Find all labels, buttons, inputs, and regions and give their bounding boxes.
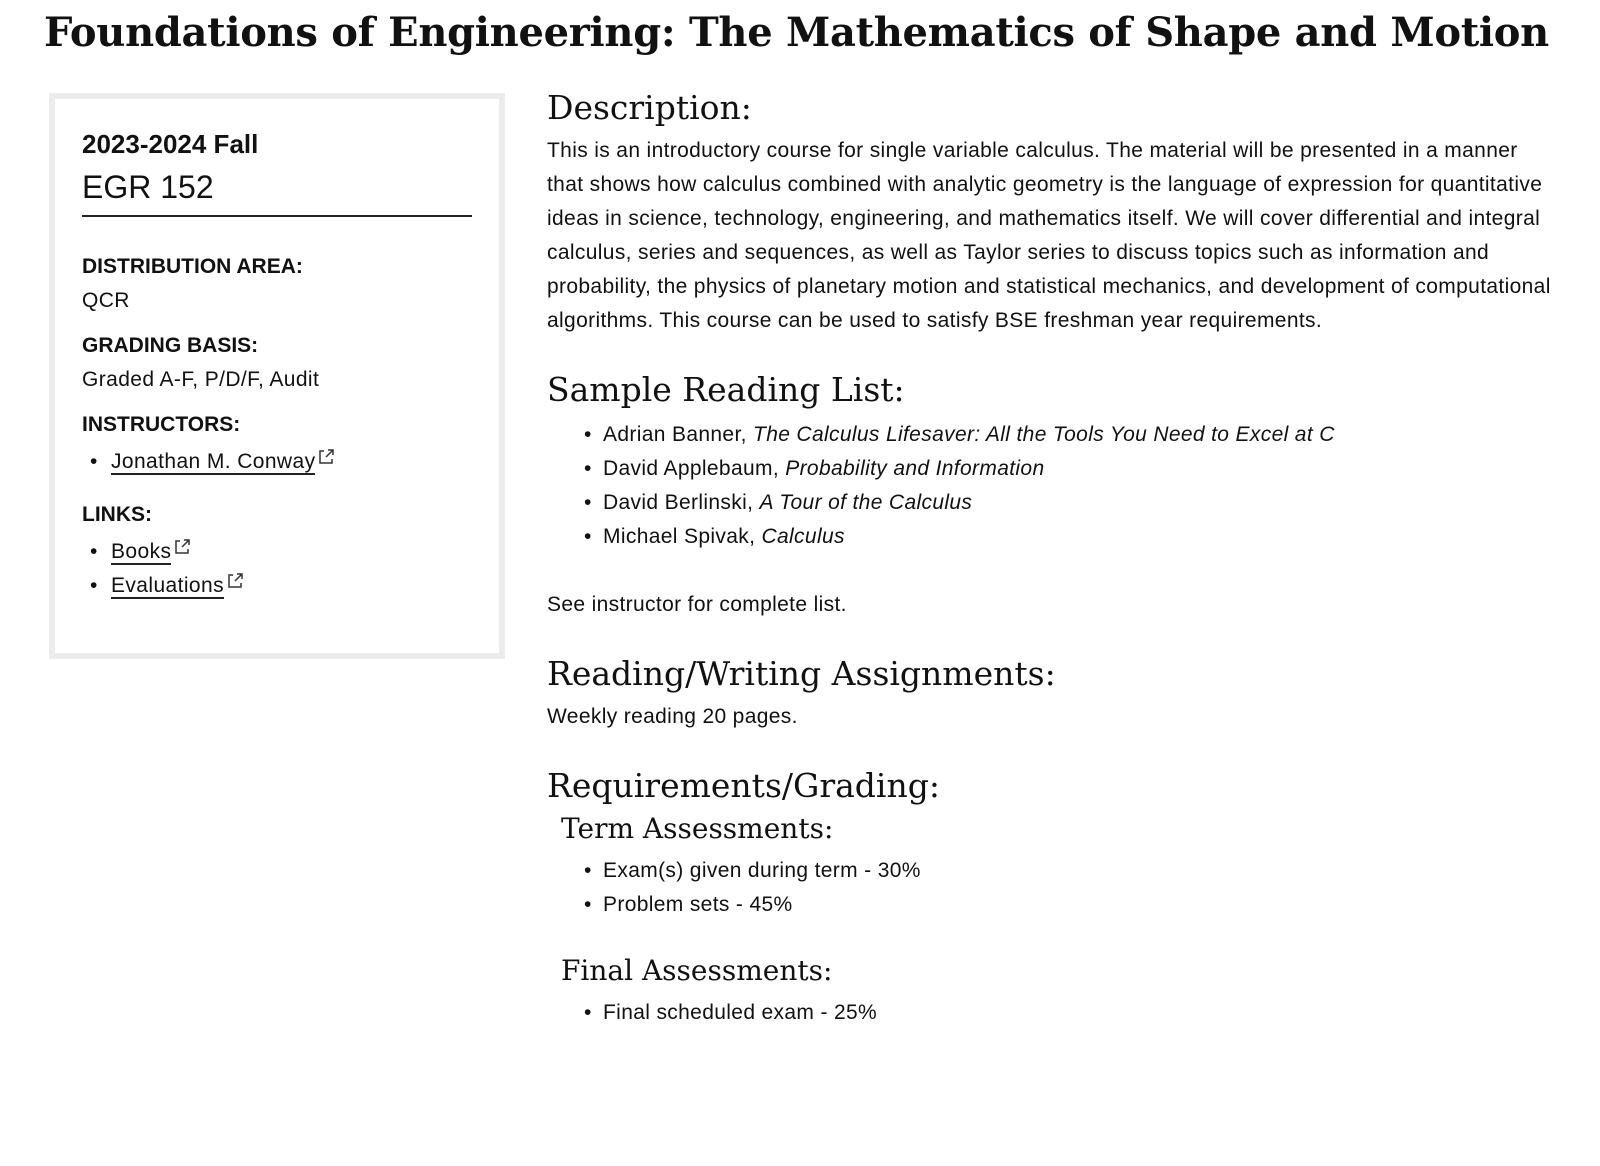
books-link[interactable]: Books	[111, 540, 172, 563]
links-label: LINKS:	[82, 503, 152, 526]
reading-list-item	[603, 452, 1557, 486]
reading-list-item	[603, 418, 1557, 452]
assessment-item: • Final scheduled exam - 25%	[603, 996, 1557, 1030]
assessment-item: • Exam(s) given during term - 30%	[603, 854, 1557, 888]
reading-list-item	[603, 486, 1557, 520]
reading-list-section	[547, 368, 1557, 622]
reading-list-note: See instructor for complete list.	[547, 593, 847, 616]
book-author: Adrian Banner,	[603, 423, 754, 446]
links-list	[82, 535, 472, 603]
final-assessments-heading: Final Assessments:	[561, 954, 833, 987]
instructor-item	[82, 445, 472, 479]
instructors-label: INSTRUCTORS:	[82, 413, 241, 436]
link-item-evaluations	[82, 569, 472, 603]
grading-basis-section	[82, 332, 472, 394]
instructor-link[interactable]: Jonathan M. Conway	[111, 450, 316, 473]
distribution-area-value: QCR	[82, 289, 130, 312]
book-title: Probability and Information	[785, 457, 1045, 480]
distribution-area-label: DISTRIBUTION AREA:	[82, 255, 303, 278]
course-details	[547, 86, 1557, 1030]
book-title: The Calculus Lifesaver: All the Tools You Need to Excel at C	[753, 423, 1335, 446]
external-link-icon	[173, 538, 191, 556]
book-author: David Berlinski,	[603, 491, 760, 514]
book-title: Calculus	[761, 525, 845, 548]
assignments-section	[547, 652, 1557, 734]
reading-list-item	[603, 520, 1557, 554]
book-author: Michael Spivak,	[603, 525, 762, 548]
term-assessments-list	[547, 854, 1557, 922]
description-section	[547, 86, 1557, 338]
distribution-area-section	[82, 253, 472, 315]
grading-basis-value: Graded A-F, P/D/F, Audit	[82, 368, 320, 391]
reading-list-heading: Sample Reading List:	[547, 370, 905, 409]
instructors-section	[82, 411, 472, 479]
evaluations-link[interactable]: Evaluations	[111, 574, 224, 597]
external-link-icon	[317, 448, 335, 466]
link-item-books	[82, 535, 472, 569]
final-assessments-list	[547, 996, 1557, 1030]
external-link-icon	[226, 572, 244, 590]
links-section	[82, 501, 472, 603]
assignments-heading: Reading/Writing Assignments:	[547, 654, 1056, 693]
grading-basis-label: GRADING BASIS:	[82, 334, 259, 357]
instructors-list	[82, 445, 472, 479]
book-author: David Applebaum,	[603, 457, 786, 480]
term-assessments-heading: Term Assessments:	[561, 812, 834, 845]
course-info-card	[49, 93, 505, 659]
description-heading: Description:	[547, 88, 752, 127]
grading-section	[547, 764, 1557, 1030]
term-label: 2023-2024 Fall	[82, 129, 259, 159]
reading-list	[547, 418, 1557, 554]
description-text: This is an introductory course for single variable calculus. The material will be presented in a manner that shows how calculus combined with analytic geometry is the language of expression for quantitative ideas in science, technology, engineering, and mathematics itself. We will cover differential and integral calculus, series and sequences, as well as Taylor series to discuss topics such as information and probability, the physics of planetary motion and statistical mechanics, and development of computational algorithms. This course can be used to satisfy BSE freshman year requirements.	[547, 139, 1551, 332]
assignments-text: Weekly reading 20 pages.	[547, 705, 798, 728]
assessment-item: • Problem sets - 45%	[603, 888, 1557, 922]
course-code: EGR 152	[82, 165, 472, 217]
book-title: A Tour of the Calculus	[759, 491, 973, 514]
grading-heading: Requirements/Grading:	[547, 766, 940, 805]
page-title: Foundations of Engineering: The Mathematics of Shape and Motion	[44, 9, 1549, 56]
